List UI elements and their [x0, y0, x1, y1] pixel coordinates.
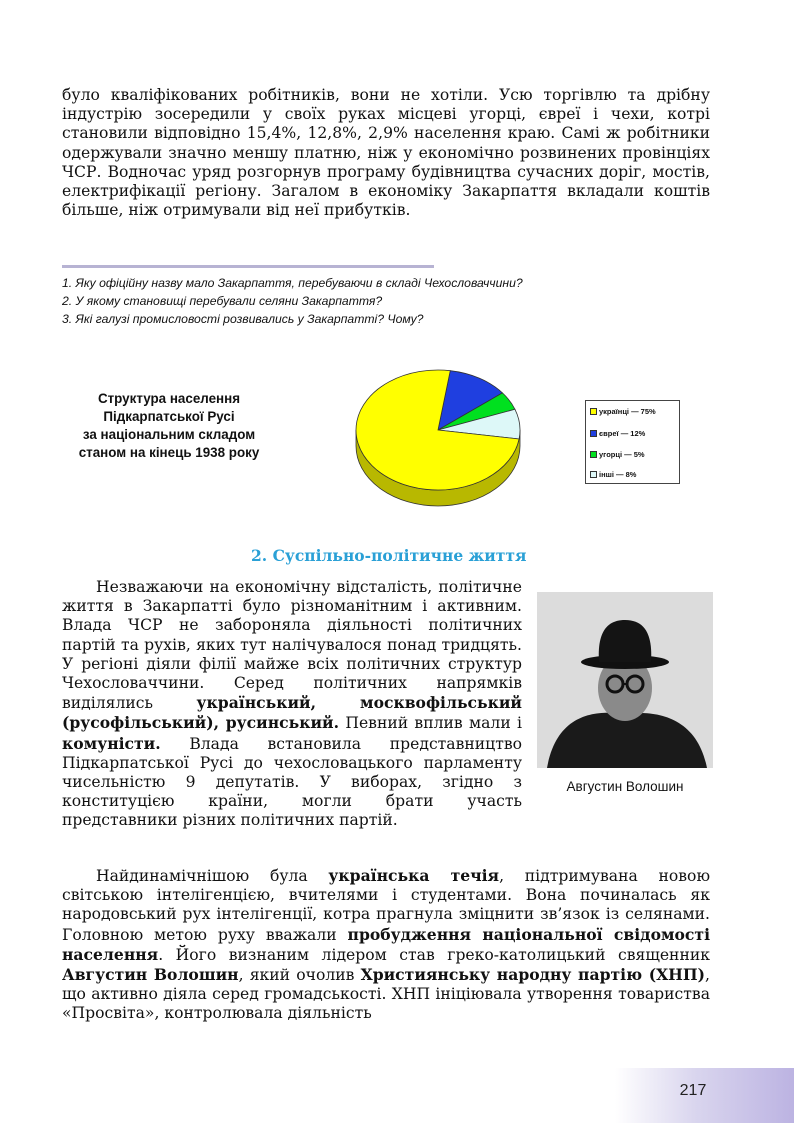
p3-text-4: , який очолив [238, 966, 361, 985]
legend-swatch [590, 430, 597, 437]
population-pie-chart [350, 362, 530, 522]
p3-text-1: Найдинамічнішою була [96, 867, 329, 885]
portrait-illustration [537, 592, 713, 768]
p2-text-1: Незважаючи на економічну відсталість, політичне життя в Закарпатті було різноманітним і активним. Влада ЧСР не забороняла діяльності політичних партій та рухів, яких тут налічувалося понад тридцять. У регіоні діяли філії майже всіх політичних структур Чехословаччини. Серед політичних напрямків виділялись [62, 578, 522, 713]
chart-caption-line: за національним складом [82, 427, 256, 442]
p2-bold-2: комуністи. [62, 733, 161, 753]
legend-swatch [590, 451, 597, 458]
chart-caption [60, 390, 278, 462]
p3-bold-4: Християнську народну партію (ХНП) [360, 965, 706, 985]
p2-bold-1: український, москвофільський (русофільський), русинський. [62, 693, 522, 733]
legend-item [590, 449, 645, 459]
question-3: 3. Які галузі промисловості розвивались у Закарпатті? Чому? [62, 312, 424, 326]
question-2: 2. У якому становищі перебували селяни Закарпаття? [62, 294, 383, 308]
legend-label: українці — 75% [599, 406, 656, 416]
legend-item [590, 406, 656, 416]
chart-caption-line: Структура населення [97, 391, 241, 406]
review-questions [62, 274, 722, 328]
chart-caption-line: станом на кінець 1938 року [78, 445, 260, 460]
p3-text-2: , підтримувана новою світською інтелігенцією, вчителями і студентами. Вона починалась як народовський рух інтелігенції, котра прагнула зміцнити зв’язок із селянами. Головною метою руху вважали [62, 867, 711, 944]
chart-legend [585, 400, 680, 484]
p3-bold-3: Августин Волошин [62, 965, 239, 985]
page-number: 217 [679, 1082, 707, 1099]
paragraph-ukrainian-movement [62, 866, 710, 1024]
legend-item [590, 428, 645, 438]
intro-paragraph: було кваліфікованих робітників, вони не хотіли. Усю торгівлю та дрібну індустрію зосередили у своїх руках місцеві угорці, євреї і чехи, котрі становили відповідно 15,4%, 12,8%, 2,9% населення краю. Самі ж робітники одержували значно меншу платню, ніж у економічно розвинених провінціях ЧСР. Водночас уряд розгорнув програму будівництва сучасних доріг, мостів, електрифікації регіону. Загалом в економіку Закарпаття вкладали коштів більше, ніж отримували від неї прибутків. [62, 86, 710, 220]
legend-label: інші — 8% [599, 469, 637, 479]
p3-bold-2: пробудження національної свідомості населення [62, 924, 711, 964]
p3-text-3: . Його визнаним лідером став греко-католицький священник [158, 945, 710, 964]
legend-item [590, 469, 636, 479]
legend-swatch [590, 471, 597, 478]
legend-label: угорці — 5% [599, 449, 645, 459]
p3-text-5: , що активно діяла серед громадськості. ХНП ініціювала утворення товариства «Просвіта», контролювала діяльність [62, 966, 710, 1023]
voloshyn-portrait-photo [537, 592, 713, 768]
divider [62, 265, 434, 268]
legend-label: євреї — 12% [599, 428, 646, 438]
p3-bold-1: українська течія [328, 866, 500, 885]
photo-caption: Августин Волошин [566, 779, 684, 794]
legend-swatch [590, 408, 597, 415]
section-title: 2. Суспільно-політичне життя [251, 546, 527, 565]
p2-text-2: Певний вплив мали і [339, 714, 522, 733]
question-1: 1. Яку офіційну назву мало Закарпаття, перебуваючи в складі Чехословаччини? [62, 276, 523, 290]
chart-caption-line: Підкарпатської Русі [103, 409, 235, 424]
p2-text-3: Влада встановила представництво Підкарпатської Русі до чехословацького парламенту чисельністю 9 депутатів. У виборах, згідно з конституцією країни, могли брати участь представники різних політичних партій. [62, 734, 522, 830]
